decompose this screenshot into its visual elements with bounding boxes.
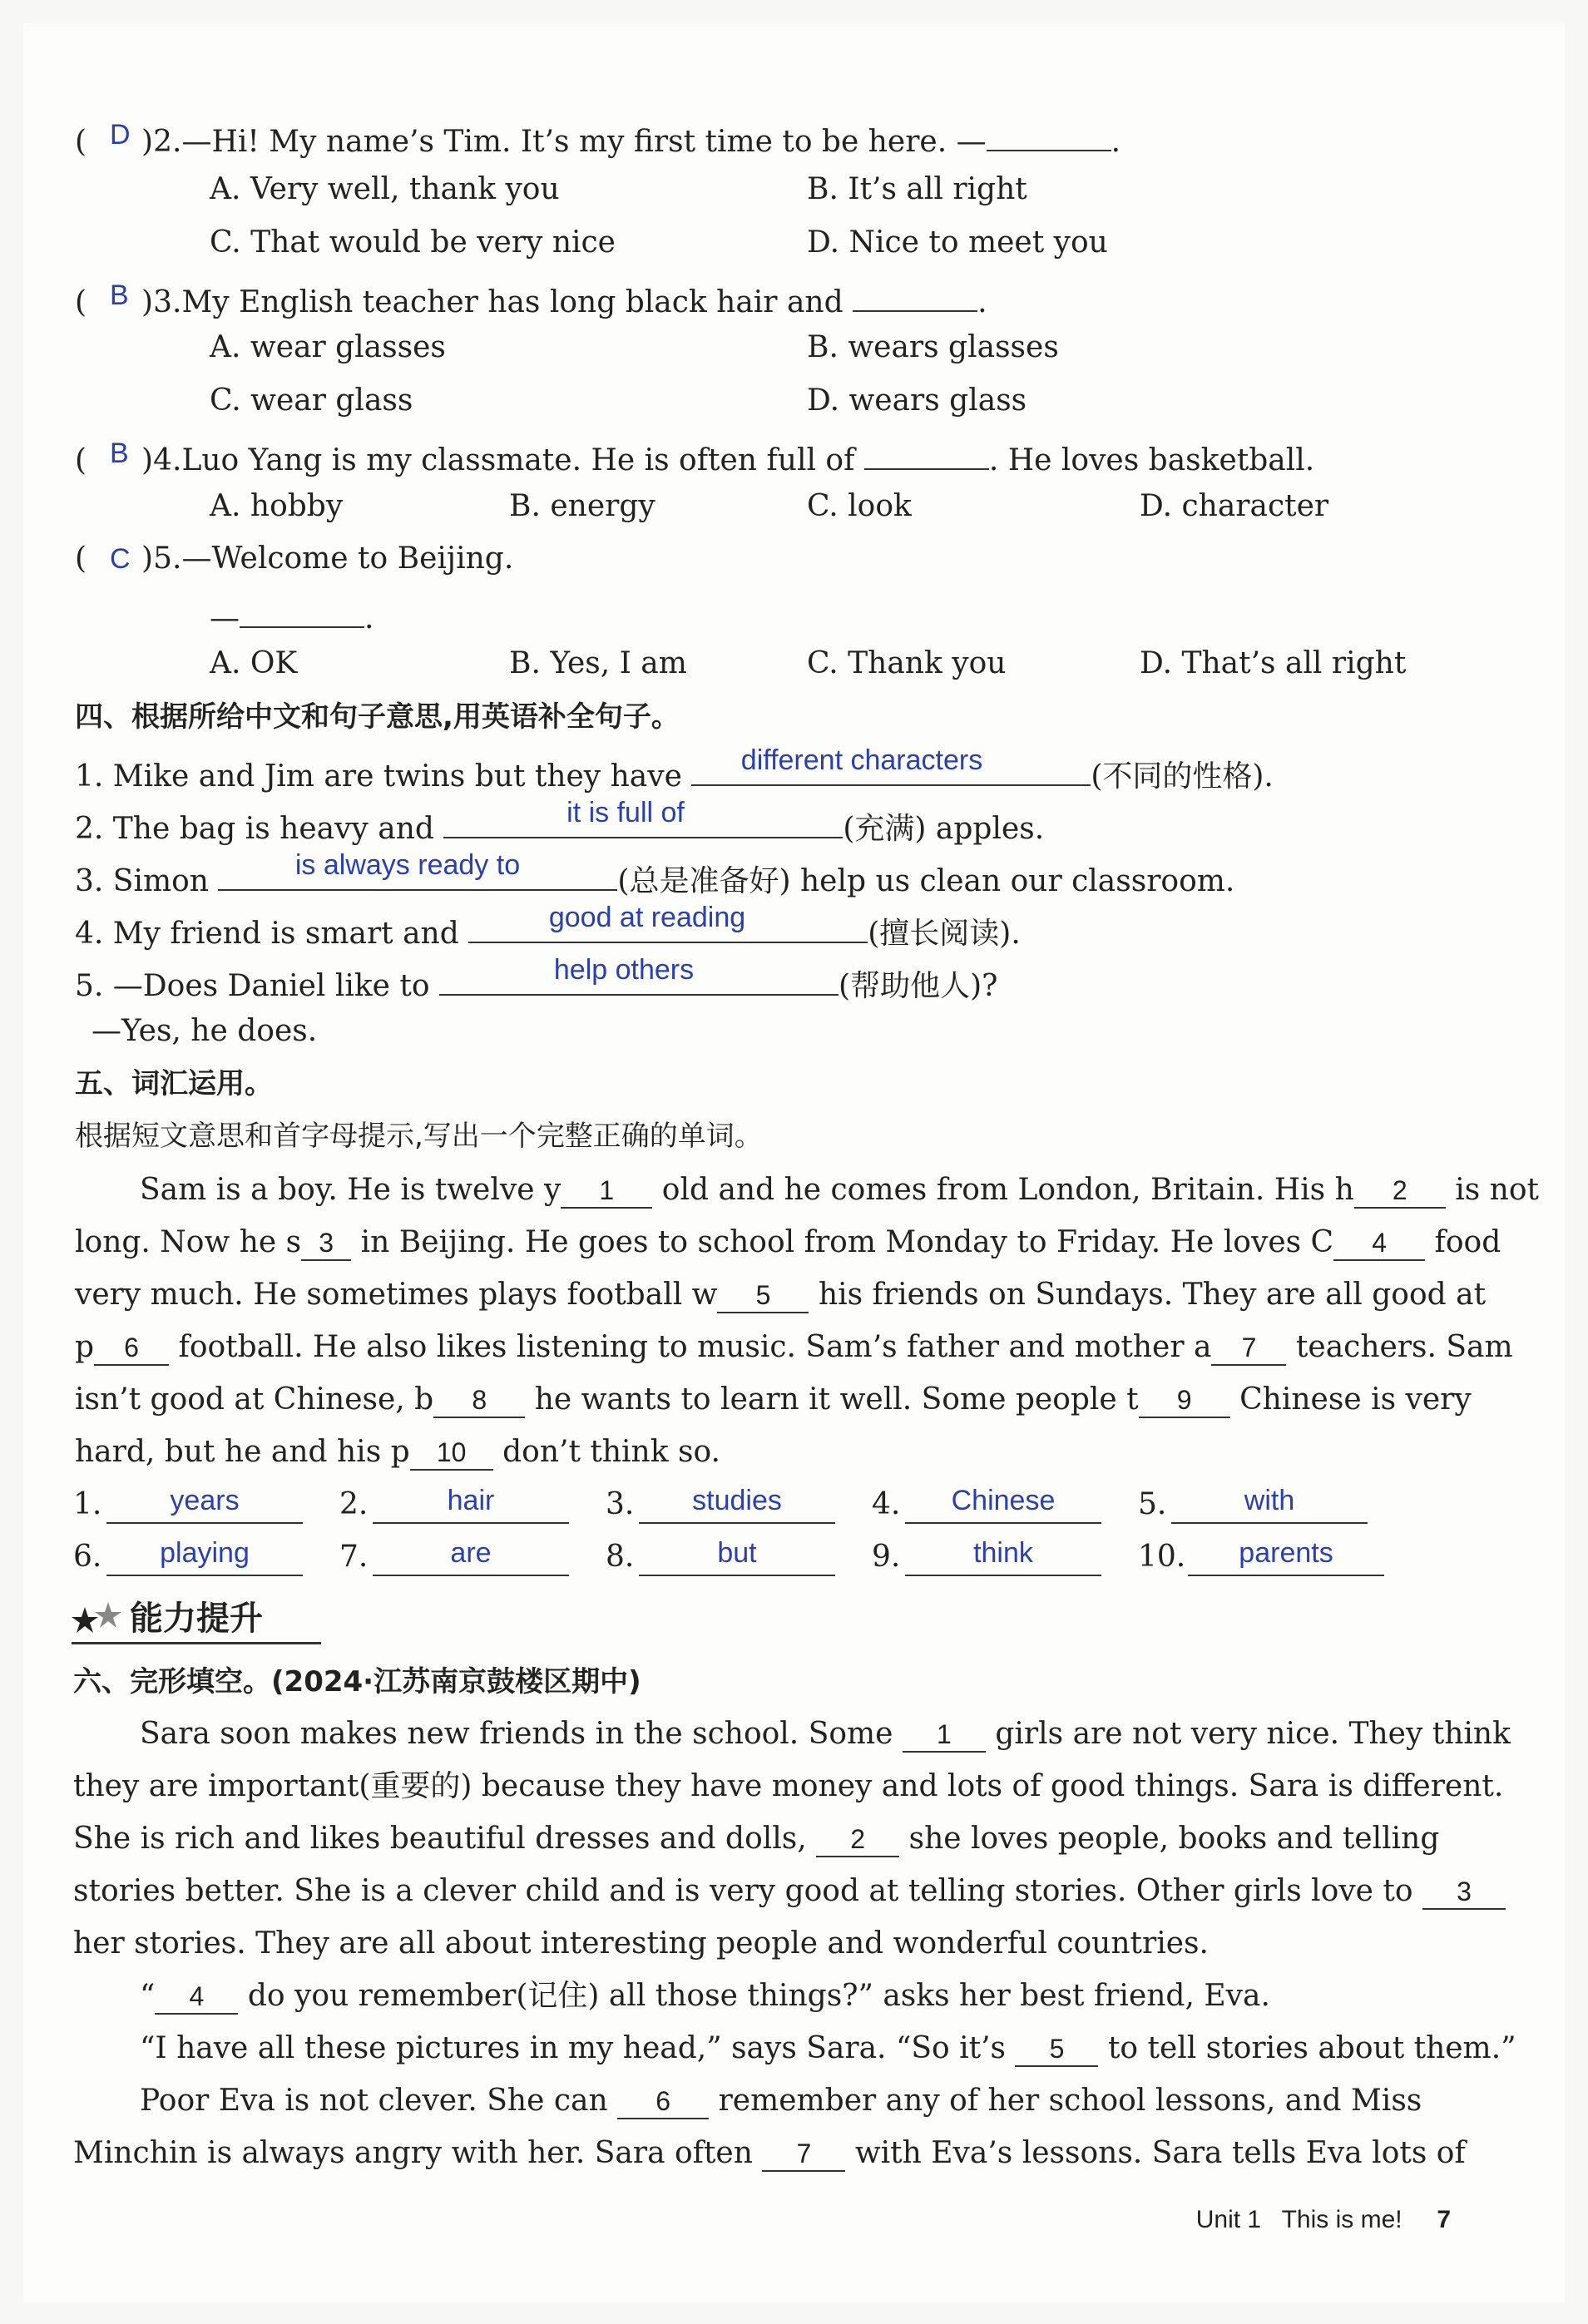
option: B. Yes, I am [509,646,687,680]
answer-fill: parents [1188,1538,1384,1576]
passage-line: isn’t good at Chinese, b 8 he wants to learn it well. Some people t 9 Chinese is very [75,1382,1472,1417]
mc-answer-2: D [110,119,131,151]
answer-number: 7. [339,1540,369,1574]
answer-number: 10. [1138,1540,1186,1574]
option: A. wear glasses [210,330,446,364]
passage-line: p 6 football. He also likes listening to music. Sam’s father and mother a 7 teachers. Sam [75,1330,1513,1364]
ability-banner [72,1595,321,1645]
cloze-line: they are important(重要的) because they have money and lots of good things. Sara is different. [73,1769,1504,1803]
sentence-1: 1. Mike and Jim are twins but they have (不同的性格). [75,751,1274,795]
sentence-3: 3. Simon (总是准备好) help us clean our classroom. [75,856,1234,900]
option: A. OK [210,646,298,680]
page-number: 7 [1437,2206,1451,2233]
answer-blank [864,435,989,470]
mc-question-5: ( )5.—Welcome to Beijing. [75,541,514,576]
reply-blank: — . [210,593,374,637]
option: C. Thank you [807,646,1007,680]
answer-fill: with [1171,1486,1368,1524]
option: D. That’s all right [1140,646,1407,680]
answer-fill: different characters [740,744,983,776]
mc-question-3: ( )3.My English teacher has long black hair and . [75,277,987,321]
answer-number: 2. [339,1487,369,1521]
stars-icon [72,1600,126,1642]
passage-line: Sam is a boy. He is twelve y 1 old and he comes from London, Britain. His h 2 is not [140,1173,1539,1207]
cloze-line: stories better. She is a clever child and is very good at telling stories. Other girls love to 3 [73,1873,1506,1910]
mc-answer-4: B [110,438,129,469]
footer-title: This is me! [1281,2206,1402,2233]
answer-number: 1. [73,1487,102,1521]
answer-number: 8. [606,1540,635,1574]
option: B. wears glasses [807,330,1059,364]
cloze-line: “I have all these pictures in my head,” says Sara. “So it’s 5 to tell stories about them.” [140,2031,1516,2065]
answer-fill: playing [106,1538,303,1576]
cloze-line: “ 4 do you remember(记住) all those things?” asks her best friend, Eva. [140,1979,1270,2013]
answer-fill: Chinese [905,1486,1101,1524]
answer-number: 5. [1138,1487,1167,1521]
answer-fill: but [639,1538,835,1576]
option: A. hobby [210,489,344,523]
answer-number: 6. [73,1540,102,1574]
answer-number: 4. [872,1487,901,1521]
answer-fill: is always ready to [294,849,521,881]
passage-line: long. Now he s 3 in Beijing. He goes to school from Monday to Friday. He loves C 4 food [75,1225,1501,1259]
option: D. wears glass [807,383,1027,418]
cloze-line: Poor Eva is not clever. She can 6 remember any of her school lessons, and Miss [140,2084,1422,2118]
answer-fill: studies [639,1486,835,1524]
section-5-instruction: 根据短文意思和首字母提示,写出一个完整正确的单词。 [75,1120,763,1153]
answer-number: 3. [606,1487,635,1521]
sentence-5: 5. —Does Daniel like to (帮助他人)? [75,961,997,1005]
answer-blank [987,116,1111,151]
ability-title: 能力提升 [130,1600,263,1638]
passage-line: very much. He sometimes plays football w 5 his friends on Sundays. They are all good at [75,1278,1487,1312]
option: C. That would be very nice [210,225,616,260]
mc-answer-5: C [110,543,131,575]
option: A. Very well, thank you [210,172,560,206]
cloze-line: her stories. They are all about interesting people and wonderful countries. [73,1926,1209,1961]
mc-question-2: ( )2.—Hi! My name’s Tim. It’s my first time to be here. — . [75,116,1121,161]
cloze-line: Minchin is always angry with her. Sara often 7 with Eva’s lessons. Sara tells Eva lots of [73,2136,1466,2170]
reply: —Yes, he does. [92,1014,318,1048]
page-footer [1196,2206,1451,2234]
option: D. character [1140,489,1329,523]
option: D. Nice to meet you [807,225,1108,260]
sentence-2: 2. The bag is heavy and (充满) apples. [75,804,1044,848]
answer-fill: it is full of [566,797,685,828]
option: C. look [807,489,912,523]
answer-number: 9. [872,1540,901,1574]
option: B. It’s all right [807,172,1027,206]
answer-fill: good at reading [548,902,746,933]
answer-fill: help others [553,954,695,986]
option: C. wear glass [210,383,413,418]
answer-fill: years [106,1486,303,1524]
passage-line: hard, but he and his p 10 don’t think so. [75,1435,720,1469]
divider [72,1642,321,1644]
answer-fill: think [905,1538,1101,1576]
section-4-title: 四、根据所给中文和句子意思,用英语补全句子。 [75,700,680,734]
section-5-title: 五、词汇运用。 [75,1067,273,1100]
mc-question-4: ( )4.Luo Yang is my classmate. He is often full of . He loves basketball. [75,435,1314,479]
cloze-line: She is rich and likes beautiful dresses and dolls, 2 she loves people, books and telling [73,1822,1440,1856]
footer-unit: Unit 1 [1195,2206,1262,2233]
answer-fill: hair [373,1486,569,1524]
answer-fill: are [373,1538,569,1576]
cloze-line: Sara soon makes new friends in the school. Some 1 girls are not very nice. They think [140,1717,1511,1751]
mc-answer-3: B [110,279,129,311]
option: B. energy [509,489,655,523]
sentence-4: 4. My friend is smart and (擅长阅读). [75,908,1021,952]
answer-blank [853,277,977,312]
section-6-title: 六、完形填空。(2024·江苏南京鼓楼区期中) [73,1665,641,1698]
